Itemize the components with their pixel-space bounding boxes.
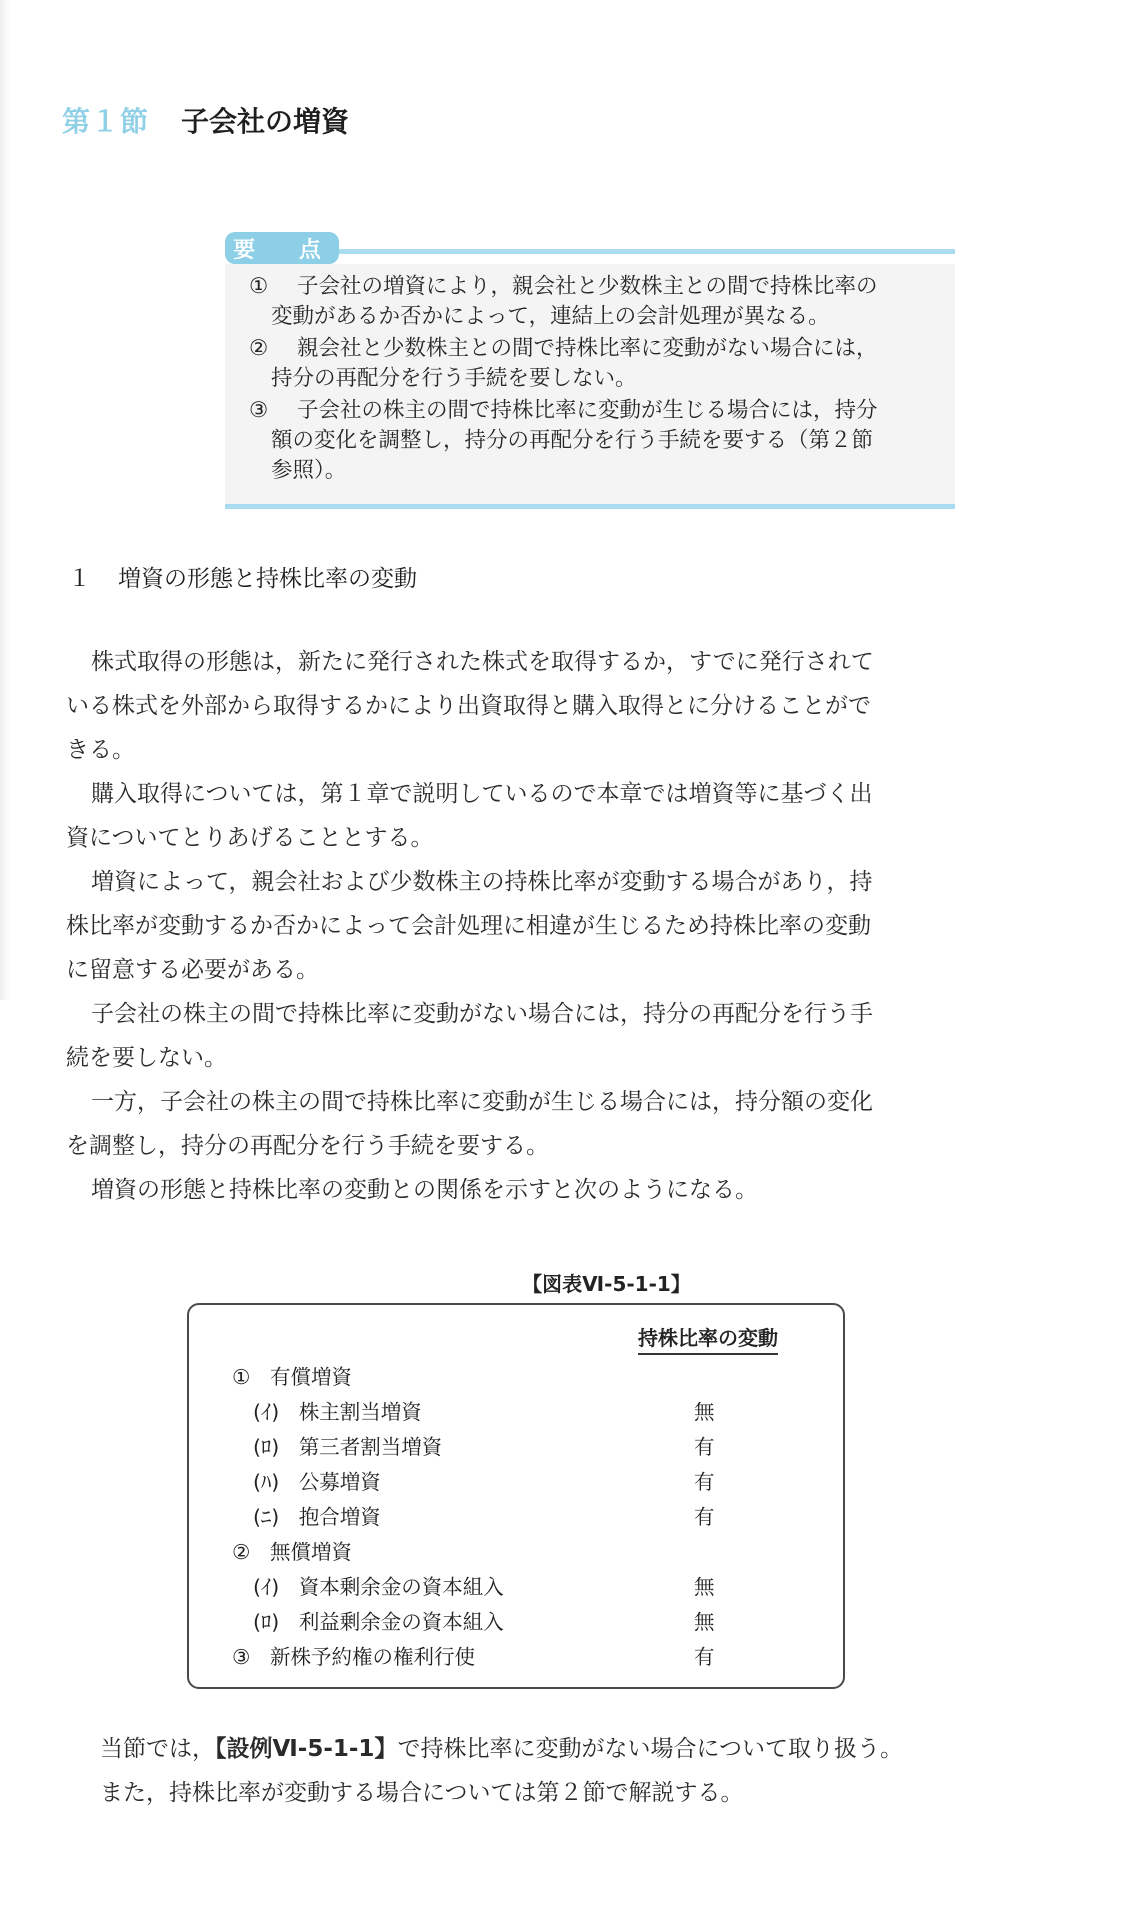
subsection-number: １ bbox=[68, 566, 91, 592]
example-reference: 【設例Ⅵ-5-1-1】 bbox=[215, 1736, 398, 1762]
body-line: 資についてとりあげることとする。 bbox=[66, 825, 434, 851]
section-title: 子会社の増資 bbox=[181, 105, 350, 138]
key-point-text: 参照）。 bbox=[271, 458, 347, 483]
row-value: 無 bbox=[694, 1575, 715, 1599]
key-point-number: ① bbox=[249, 274, 269, 299]
figure-row bbox=[253, 1465, 381, 1495]
figure-row bbox=[253, 1430, 442, 1460]
row-label: 株主割当増資 bbox=[298, 1400, 422, 1424]
body-text bbox=[66, 640, 966, 1212]
key-point-number: ③ bbox=[249, 398, 269, 423]
figure-row bbox=[232, 1640, 475, 1670]
closing-text: で持株比率に変動がない場合について取り扱う。 bbox=[397, 1736, 903, 1762]
row-value: 有 bbox=[694, 1505, 715, 1529]
row-marker: (ﾆ) bbox=[253, 1505, 280, 1529]
row-value: 有 bbox=[694, 1645, 715, 1669]
row-value: 有 bbox=[694, 1435, 715, 1459]
row-label: 有償増資 bbox=[269, 1365, 352, 1389]
body-line: 増資によって，親会社および少数株主の持株比率が変動する場合があり，持 bbox=[91, 869, 873, 895]
figure-row bbox=[253, 1570, 504, 1600]
row-label: 第三者割当増資 bbox=[298, 1435, 443, 1459]
figure-row bbox=[253, 1605, 504, 1635]
row-value: 無 bbox=[694, 1400, 715, 1424]
key-point-text: 額の変化を調整し，持分の再配分を行う手続を要する（第２節 bbox=[271, 428, 874, 453]
figure-caption: 【図表Ⅵ-5-1-1】 bbox=[522, 1272, 691, 1296]
figure-row bbox=[253, 1500, 381, 1530]
figure-row bbox=[253, 1395, 422, 1425]
row-value: 有 bbox=[694, 1470, 715, 1494]
row-marker: (ﾛ) bbox=[253, 1435, 280, 1459]
section-heading bbox=[62, 100, 349, 144]
key-point-text: 子会社の株主の間で持株比率に変動が生じる場合には，持分 bbox=[297, 398, 878, 423]
body-line: 子会社の株主の間で持株比率に変動がない場合には，持分の再配分を行う手 bbox=[91, 1001, 873, 1027]
body-line: に留意する必要がある。 bbox=[66, 957, 319, 983]
key-points-bottom-rule bbox=[225, 504, 955, 509]
closing-line-2: また，持株比率が変動する場合については第２節で解説する。 bbox=[100, 1780, 744, 1806]
key-point-text: 親会社と少数株主との間で持株比率に変動がない場合には， bbox=[297, 336, 878, 361]
row-label: 公募増資 bbox=[298, 1470, 381, 1494]
body-line: 続を要しない。 bbox=[66, 1045, 227, 1071]
row-marker: ① bbox=[232, 1365, 251, 1389]
row-marker: (ﾊ) bbox=[253, 1470, 280, 1494]
key-point-2 bbox=[249, 334, 949, 394]
key-points-box bbox=[225, 232, 955, 512]
figure-row bbox=[232, 1535, 352, 1565]
body-line: きる。 bbox=[66, 737, 135, 763]
row-marker: (ｲ) bbox=[253, 1575, 280, 1599]
body-line: を調整し，持分の再配分を行う手続を要する。 bbox=[66, 1133, 549, 1159]
key-point-3 bbox=[249, 396, 949, 486]
body-line: 株比率が変動するか否かによって会計処理に相違が生じるため持株比率の変動 bbox=[66, 913, 871, 939]
figure-column-header: 持株比率の変動 bbox=[638, 1322, 778, 1355]
section-number: 第１節 bbox=[62, 105, 150, 138]
row-label: 抱合増資 bbox=[298, 1505, 381, 1529]
key-point-text: 変動があるか否かによって，連結上の会計処理が異なる。 bbox=[271, 304, 830, 329]
key-point-text: 子会社の増資により，親会社と少数株主との間で持株比率の bbox=[297, 274, 878, 299]
row-marker: (ﾛ) bbox=[253, 1610, 280, 1634]
closing-line-1 bbox=[100, 1730, 903, 1763]
row-label: 利益剰余金の資本組入 bbox=[298, 1610, 504, 1634]
body-line: 一方，子会社の株主の間で持株比率に変動が生じる場合には，持分額の変化 bbox=[91, 1089, 873, 1115]
key-point-1 bbox=[249, 272, 949, 332]
closing-text: 当節では， bbox=[100, 1736, 215, 1762]
body-line: 購入取得については，第１章で説明しているので本章では増資等に基づく出 bbox=[91, 781, 873, 807]
key-point-number: ② bbox=[249, 336, 269, 361]
key-point-text: 持分の再配分を行う手続を要しない。 bbox=[271, 366, 637, 391]
row-label: 無償増資 bbox=[269, 1540, 352, 1564]
row-marker: (ｲ) bbox=[253, 1400, 280, 1424]
scan-shadow bbox=[0, 0, 10, 1000]
body-line: いる株式を外部から取得するかにより出資取得と購入取得とに分けることがで bbox=[66, 693, 871, 719]
body-line: 増資の形態と持株比率の変動との関係を示すと次のようになる。 bbox=[91, 1177, 758, 1203]
key-points-label: 要 点 bbox=[225, 232, 339, 264]
subsection-heading bbox=[68, 560, 417, 593]
row-label: 資本剰余金の資本組入 bbox=[298, 1575, 504, 1599]
row-marker: ③ bbox=[232, 1645, 251, 1669]
row-marker: ② bbox=[232, 1540, 251, 1564]
key-points-top-rule bbox=[335, 249, 955, 254]
key-points-body bbox=[225, 264, 955, 504]
body-line: 株式取得の形態は，新たに発行された株式を取得するか，すでに発行されて bbox=[91, 649, 874, 675]
subsection-title: 増資の形態と持株比率の変動 bbox=[118, 566, 417, 592]
row-value: 無 bbox=[694, 1610, 715, 1634]
row-label: 新株予約権の権利行使 bbox=[269, 1645, 475, 1669]
figure-row bbox=[232, 1360, 352, 1390]
